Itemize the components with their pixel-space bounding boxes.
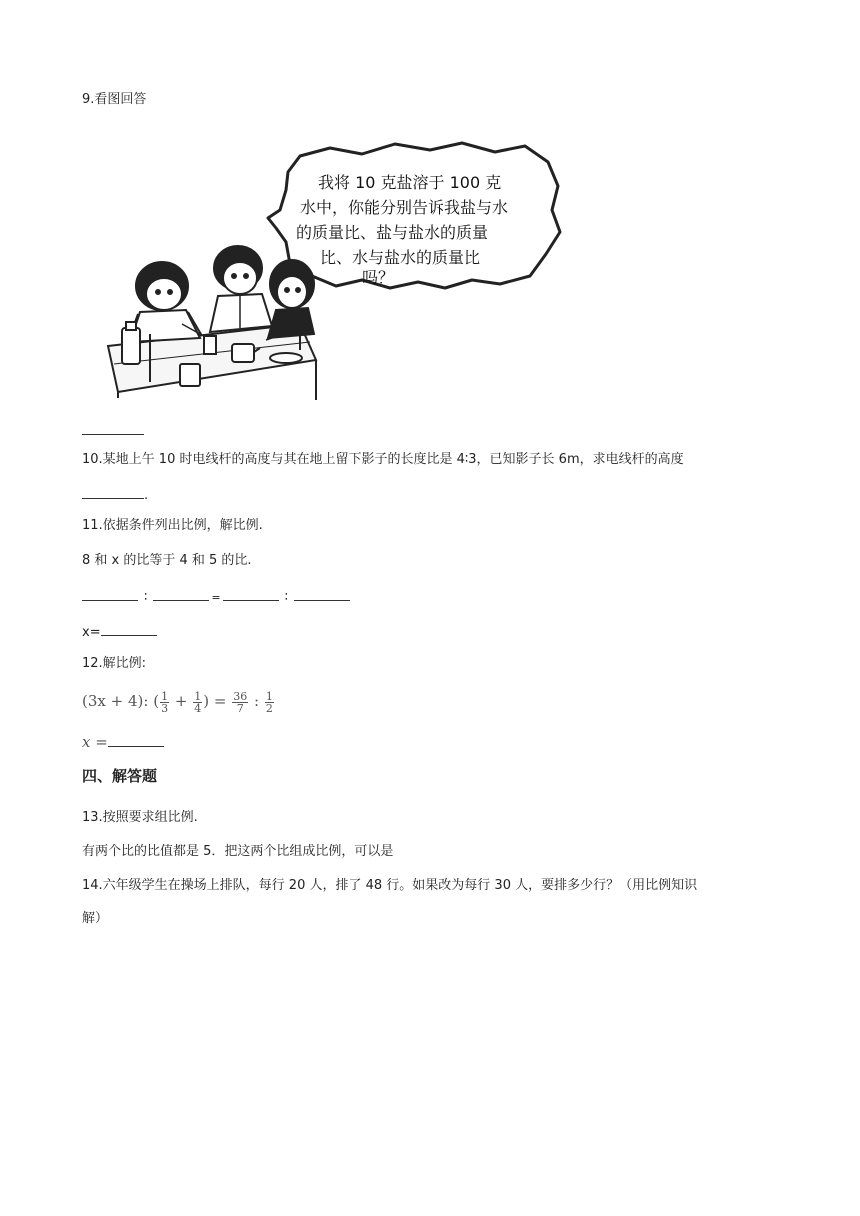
q9-illustration bbox=[100, 128, 570, 408]
q12-frac-3-num: 36 bbox=[233, 689, 248, 703]
q12-eq-mid: = bbox=[213, 692, 227, 710]
q10-tail: . bbox=[144, 488, 149, 503]
q12-frac-4-den: 2 bbox=[265, 701, 273, 715]
q9-answer-line bbox=[82, 420, 144, 441]
q11-x-blank[interactable] bbox=[101, 621, 157, 636]
q11-proportion-line bbox=[82, 586, 350, 607]
q14-line-2: 解） bbox=[82, 911, 109, 926]
q12-frac-2 bbox=[193, 691, 202, 714]
q12-title: 12.解比例: bbox=[82, 656, 147, 671]
q12-x-line bbox=[82, 732, 164, 753]
bubble-line-3: 的质量比、盐与盐水的质量 bbox=[296, 223, 489, 242]
q13-text: 有两个比的比值都是 5．把这两个比组成比例，可以是 bbox=[82, 844, 394, 859]
q12-eq-left: (3x + 4): bbox=[82, 692, 149, 710]
q11-equals: = bbox=[211, 591, 221, 604]
q11-blank-4[interactable] bbox=[294, 586, 350, 601]
bubble-line-2: 水中，你能分别告诉我盐与水 bbox=[300, 198, 509, 217]
q12-colon: : bbox=[253, 692, 260, 710]
bubble-line-1: 我将 10 克盐溶于 100 克 bbox=[318, 173, 502, 192]
q10-answer-blank[interactable] bbox=[82, 484, 144, 499]
q12-equation bbox=[82, 688, 275, 714]
bubble-line-5: 吗？ bbox=[362, 268, 395, 287]
q12-paren-close: ) bbox=[203, 692, 210, 710]
q12-frac-3 bbox=[232, 691, 248, 714]
q12-frac-1 bbox=[160, 691, 169, 714]
q9-title: 9.看图回答 bbox=[82, 92, 147, 107]
q12-frac-1-num: 1 bbox=[161, 689, 169, 703]
q12-plus: + bbox=[174, 692, 188, 710]
q11-colon-2: ∶ bbox=[284, 590, 288, 605]
q12-x-label: x = bbox=[82, 733, 108, 751]
q12-frac-4-num: 1 bbox=[265, 689, 273, 703]
q12-frac-3-den: 7 bbox=[236, 701, 244, 715]
child-right-drawing bbox=[266, 260, 314, 340]
q12-paren-open: ( bbox=[153, 692, 160, 710]
q11-blank-1[interactable] bbox=[82, 586, 138, 601]
q10-text: 10.某地上午 10 时电线杆的高度与其在地上留下影子的长度比是 4∶3，已知影子长 6m，求电线杆的高度 bbox=[82, 452, 684, 467]
q11-title: 11.依据条件列出比例，解比例. bbox=[82, 518, 263, 533]
q14-line-1: 14.六年级学生在操场上排队，每行 20 人，排了 48 行。如果改为每行 30 人，要排多少行？（用比例知识 bbox=[82, 878, 698, 893]
q12-frac-1-den: 3 bbox=[161, 701, 169, 715]
q11-colon-1: ∶ bbox=[144, 590, 148, 605]
q11-blank-2[interactable] bbox=[153, 586, 209, 601]
q12-frac-2-den: 4 bbox=[194, 701, 202, 715]
q13-title: 13.按照要求组比例. bbox=[82, 810, 198, 825]
bubble-line-4: 比、水与盐水的质量比 bbox=[320, 248, 481, 267]
q12-frac-4 bbox=[265, 691, 274, 714]
section-4-heading: 四、解答题 bbox=[82, 767, 158, 785]
q9-answer-blank[interactable] bbox=[82, 420, 144, 435]
q9-illustration-svg bbox=[100, 128, 570, 408]
q12-frac-2-num: 1 bbox=[194, 689, 202, 703]
q12-x-blank[interactable] bbox=[108, 732, 164, 747]
q11-blank-3[interactable] bbox=[223, 586, 279, 601]
q11-x-label: x= bbox=[82, 625, 101, 640]
q11-condition: 8 和 x 的比等于 4 和 5 的比. bbox=[82, 553, 252, 568]
q11-x-line bbox=[82, 621, 157, 642]
q10-answer-line bbox=[82, 484, 148, 505]
